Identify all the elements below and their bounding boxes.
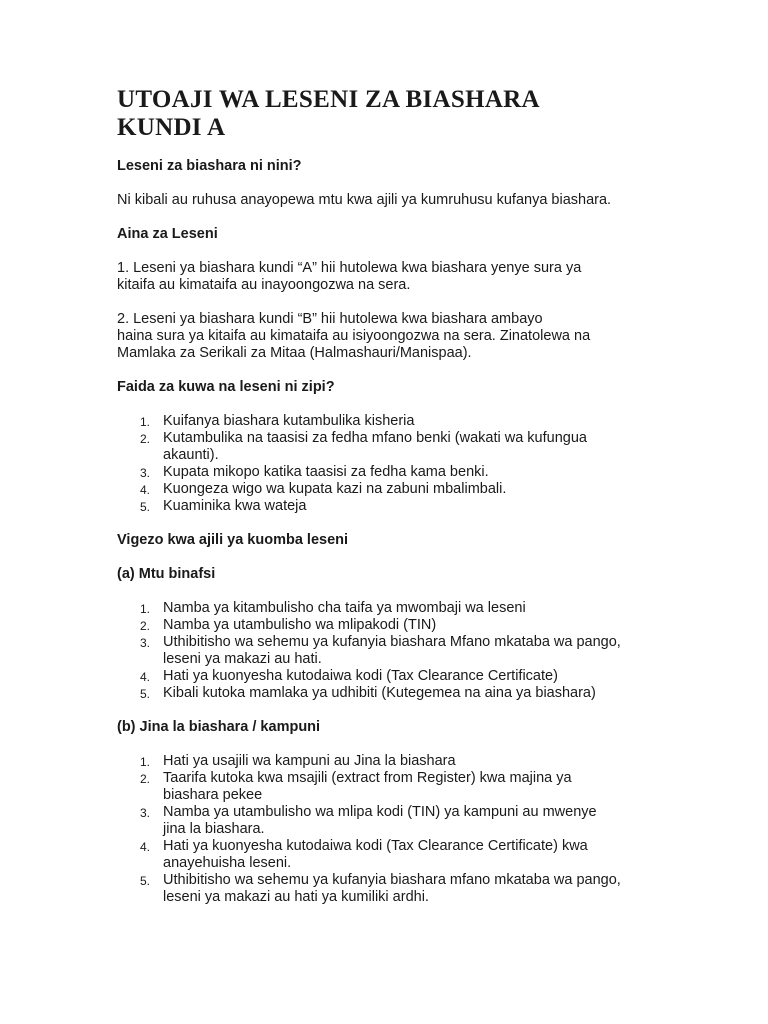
- list-item: [117, 685, 662, 702]
- individual-requirements-list: [117, 600, 662, 702]
- list-item-text: Taarifa kutoka kwa msajili (extract from Register) kwa majina ya: [163, 770, 572, 786]
- license-type-a-paragraph: [117, 260, 662, 294]
- list-item-text-cont: akaunti).: [163, 447, 219, 463]
- text-line: Mamlaka za Serikali za Mitaa (Halmashauri/Manispaa).: [117, 345, 472, 361]
- list-item-text: Kutambulika na taasisi za fedha mfano benki (wakati wa kufungua: [163, 430, 587, 446]
- list-item-text: Kuifanya biashara kutambulika kisheria: [163, 413, 415, 429]
- list-item-text: Kuaminika kwa wateja: [163, 498, 307, 514]
- list-item: [117, 481, 662, 498]
- list-number: 3.: [140, 636, 151, 650]
- license-type-b-paragraph: [117, 311, 662, 362]
- list-number: 3.: [140, 806, 151, 820]
- list-item-text: Uthibitisho wa sehemu ya kufanyia biashara Mfano mkataba wa pango,: [163, 634, 621, 650]
- list-item-text: Hati ya kuonyesha kutodaiwa kodi (Tax Clearance Certificate): [163, 668, 558, 684]
- list-item: [117, 753, 662, 770]
- list-number: 4.: [140, 670, 151, 684]
- list-item: [117, 804, 662, 838]
- list-item: [117, 634, 662, 668]
- list-number: 1.: [140, 415, 151, 429]
- text-line: haina sura ya kitaifa au kimataifa au isiyoongozwa na sera. Zinatolewa na: [117, 328, 591, 344]
- text-line: 2. Leseni ya biashara kundi “B” hii hutolewa kwa biashara ambayo: [117, 311, 543, 327]
- list-number: 5.: [140, 687, 151, 701]
- list-item-text-cont: leseni ya makazi au hati.: [163, 651, 322, 667]
- document-page: [117, 86, 662, 923]
- list-number: 1.: [140, 602, 151, 616]
- list-number: 2.: [140, 772, 151, 786]
- list-number: 4.: [140, 840, 151, 854]
- list-item: [117, 413, 662, 430]
- list-item: [117, 770, 662, 804]
- list-item-text-cont: jina la biashara.: [163, 821, 265, 837]
- list-item-text: Namba ya kitambulisho cha taifa ya mwombaji wa leseni: [163, 600, 526, 616]
- company-requirements-list: [117, 753, 662, 906]
- list-item: [117, 498, 662, 515]
- text-line: kitaifa au kimataifa au inayoongozwa na sera.: [117, 277, 411, 293]
- list-item-text: Namba ya utambulisho wa mlipakodi (TIN): [163, 617, 437, 633]
- list-number: 2.: [140, 432, 151, 446]
- list-number: 5.: [140, 874, 151, 888]
- document-title: [117, 86, 662, 142]
- list-item-text: Kibali kutoka mamlaka ya udhibiti (Kutegemea na aina ya biashara): [163, 685, 596, 701]
- definition-paragraph: Ni kibali au ruhusa anayopewa mtu kwa ajili ya kumruhusu kufanya biashara.: [117, 192, 612, 208]
- benefits-heading: Faida za kuwa na leseni ni zipi?: [117, 379, 335, 395]
- list-item: [117, 872, 662, 906]
- requirements-heading: Vigezo kwa ajili ya kuomba leseni: [117, 532, 349, 548]
- list-item: [117, 838, 662, 872]
- list-number: 2.: [140, 619, 151, 633]
- individual-subheading: (a) Mtu binafsi: [117, 566, 216, 582]
- license-types-heading: Aina za Leseni: [117, 226, 218, 242]
- list-number: 4.: [140, 483, 151, 497]
- list-item-text: Kupata mikopo katika taasisi za fedha kama benki.: [163, 464, 489, 480]
- list-item-text-cont: biashara pekee: [163, 787, 263, 803]
- list-item: [117, 668, 662, 685]
- list-item-text-cont: leseni ya makazi au hati ya kumiliki ardhi.: [163, 889, 429, 905]
- list-item-text: Hati ya kuonyesha kutodaiwa kodi (Tax Clearance Certificate) kwa: [163, 838, 588, 854]
- question-heading: Leseni za biashara ni nini?: [117, 158, 302, 174]
- list-item: [117, 600, 662, 617]
- list-item-text: Uthibitisho wa sehemu ya kufanyia biashara mfano mkataba wa pango,: [163, 872, 621, 888]
- list-number: 5.: [140, 500, 151, 514]
- text-line: 1. Leseni ya biashara kundi “A” hii hutolewa kwa biashara yenye sura ya: [117, 260, 582, 276]
- title-line-1: UTOAJI WA LESENI ZA BIASHARA: [117, 86, 540, 113]
- list-item-text: Kuongeza wigo wa kupata kazi na zabuni mbalimbali.: [163, 481, 507, 497]
- list-item: [117, 430, 662, 464]
- list-item: [117, 464, 662, 481]
- benefits-list: [117, 413, 662, 515]
- list-number: 3.: [140, 466, 151, 480]
- list-item-text: Namba ya utambulisho wa mlipa kodi (TIN) ya kampuni au mwenye: [163, 804, 597, 820]
- company-subheading: (b) Jina la biashara / kampuni: [117, 719, 321, 735]
- list-item-text: Hati ya usajili wa kampuni au Jina la biashara: [163, 753, 456, 769]
- title-line-2: KUNDI A: [117, 114, 226, 141]
- list-item-text-cont: anayehuisha leseni.: [163, 855, 292, 871]
- list-item: [117, 617, 662, 634]
- list-number: 1.: [140, 755, 151, 769]
